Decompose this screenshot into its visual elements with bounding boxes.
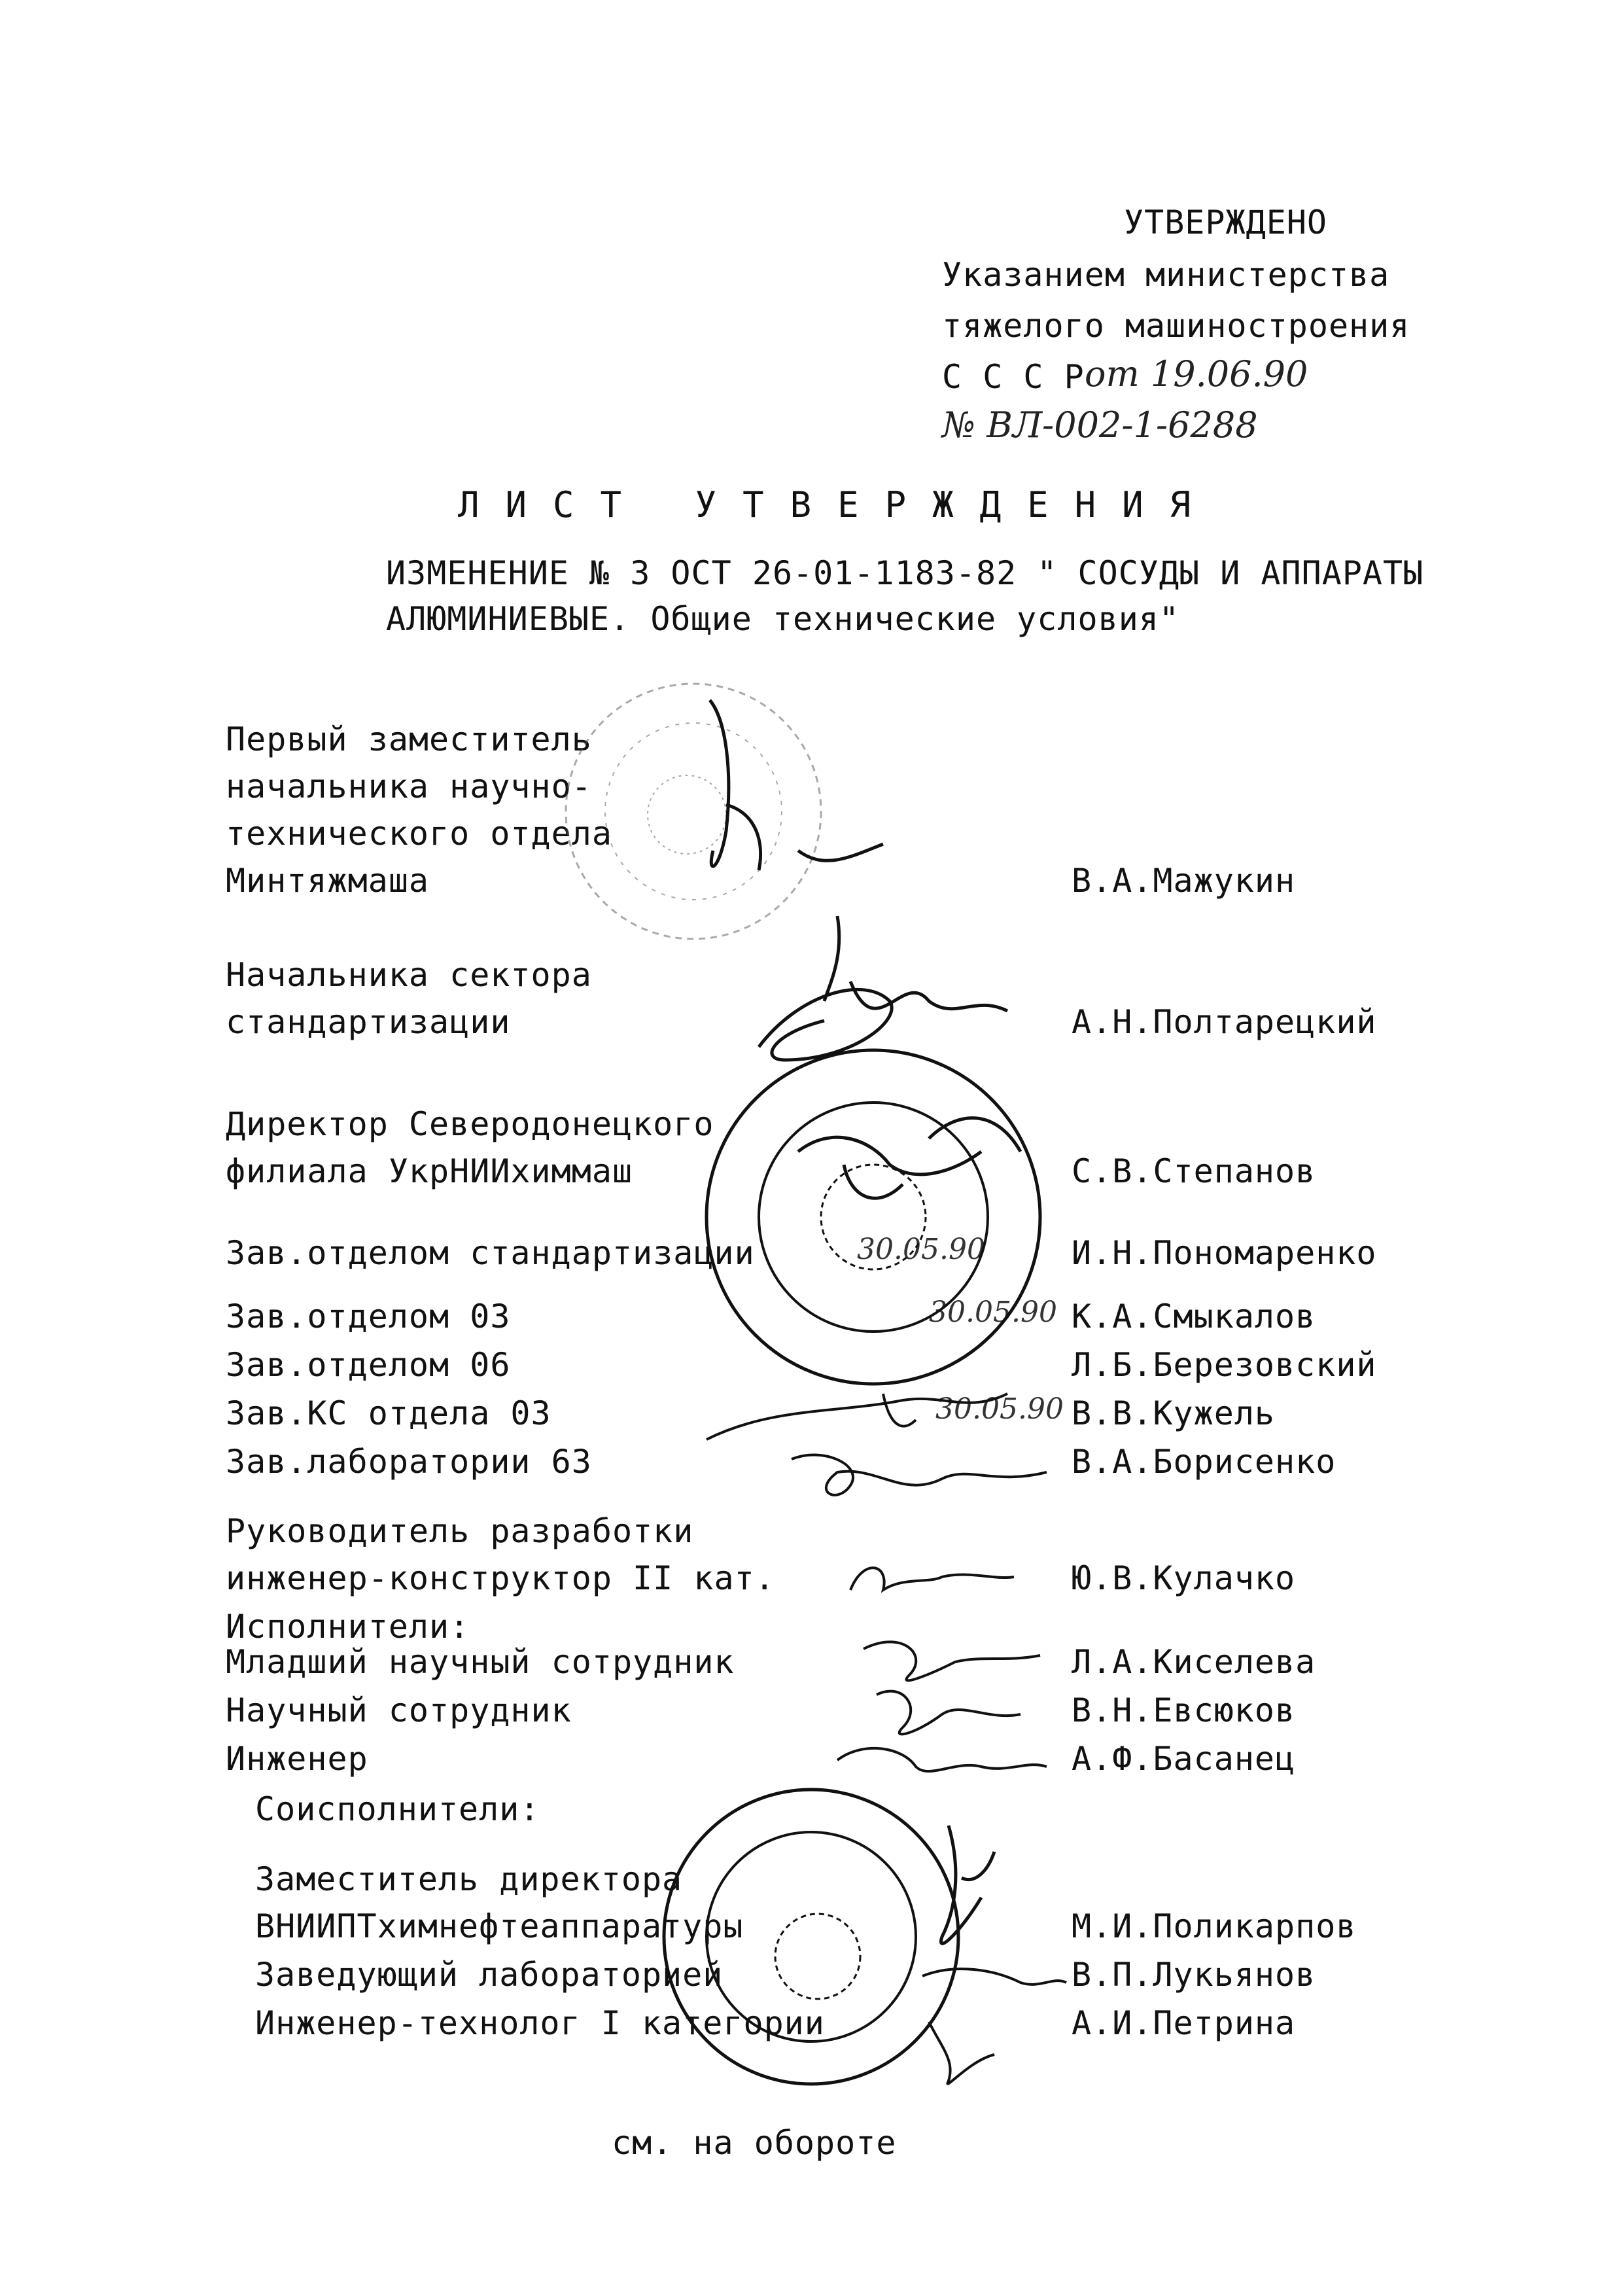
signatory-position: филиала УкрНИИхиммаш bbox=[226, 1152, 633, 1190]
signatory-position: Младший научный сотрудник bbox=[226, 1643, 735, 1681]
subject-line-2: АЛЮМИНИЕВЫЕ. Общие технические условия" bbox=[386, 600, 1179, 638]
signatory-row bbox=[0, 1642, 1623, 1688]
signatory-row bbox=[0, 1394, 1623, 1439]
approval-date-handwritten: от 19.06.90 bbox=[1085, 353, 1308, 395]
handwritten-date: 30.05.90 bbox=[857, 1233, 985, 1266]
signatory-position: Зав.лаборатории 63 bbox=[226, 1443, 592, 1481]
subject-line-1: ИЗМЕНЕНИЕ № 3 ОСТ 26-01-1183-82 " СОСУДЫ И АППАРАТЫ bbox=[386, 554, 1424, 592]
handwritten-date: 30.05.90 bbox=[929, 1296, 1057, 1329]
signatory-row bbox=[0, 1297, 1623, 1343]
signatory-name: И.Н.Пономаренко bbox=[1072, 1234, 1377, 1272]
section-label-text: Соисполнители: bbox=[255, 1790, 540, 1828]
signatory-name: М.И.Поликарпов bbox=[1072, 1907, 1357, 1945]
signatory-name: В.А.Борисенко bbox=[1072, 1443, 1336, 1481]
signatory-position: Руководитель разработки bbox=[226, 1512, 694, 1550]
signatory-row bbox=[0, 1511, 1623, 1603]
signatory-position: инженер-конструктор II кат. bbox=[226, 1559, 775, 1597]
signatory-position: стандартизации bbox=[226, 1003, 511, 1041]
signatory-position: технического отдела bbox=[226, 815, 612, 853]
signatory-position: Зав.КС отдела 03 bbox=[226, 1394, 551, 1432]
signatory-position: начальника научно- bbox=[226, 768, 592, 805]
signatory-row bbox=[0, 1345, 1623, 1391]
signatory-position: Заместитель директора bbox=[255, 1860, 683, 1898]
signatory-position: Инженер bbox=[226, 1740, 368, 1778]
signatory-name: В.Н.Евсюков bbox=[1072, 1691, 1296, 1729]
signatory-row bbox=[0, 1860, 1623, 1951]
signatory-position: Инженер-технолог I категории bbox=[255, 2004, 825, 2042]
signatory-name: А.И.Петрина bbox=[1072, 2004, 1296, 2042]
signatory-name: Ю.В.Кулачко bbox=[1072, 1559, 1296, 1597]
signatory-name: В.П.Лукьянов bbox=[1072, 1956, 1316, 1994]
signatory-name: Л.А.Киселева bbox=[1072, 1643, 1316, 1681]
signatory-position: Минтяжмаша bbox=[226, 862, 430, 900]
signatory-position: ВНИИПТхимнефтеаппаратуры bbox=[255, 1907, 744, 1945]
signatory-name: С.В.Степанов bbox=[1072, 1152, 1316, 1190]
signatory-row bbox=[0, 1442, 1623, 1488]
signatory-position: Зав.отделом 03 bbox=[226, 1298, 511, 1335]
signatory-position: Зав.отделом 06 bbox=[226, 1346, 511, 1384]
signatory-name: В.В.Кужель bbox=[1072, 1394, 1276, 1432]
signatory-row bbox=[0, 1233, 1623, 1279]
signatory-row bbox=[0, 1691, 1623, 1737]
approval-stamp: УТВЕРЖДЕНО bbox=[1124, 203, 1328, 241]
approval-line-2: тяжелого машиностроения bbox=[942, 307, 1410, 345]
signatory-position: Директор Северодонецкого bbox=[226, 1105, 714, 1143]
signatory-row bbox=[0, 1739, 1623, 1785]
footer-note: см. на обороте bbox=[612, 2124, 897, 2162]
section-label bbox=[0, 1790, 1623, 1835]
approval-line-3: С С С Р bbox=[942, 358, 1085, 396]
signatory-name: А.Ф.Басанец bbox=[1072, 1740, 1296, 1778]
signatory-name: К.А.Смыкалов bbox=[1072, 1298, 1316, 1335]
signatory-name: Л.Б.Березовский bbox=[1072, 1346, 1377, 1384]
signatory-position: Зав.отделом стандартизации bbox=[226, 1234, 755, 1272]
approval-line-1: Указанием министерства bbox=[942, 256, 1390, 294]
signatory-position: Заведующий лабораторией bbox=[255, 1956, 724, 1994]
signatory-position: Первый заместитель bbox=[226, 720, 592, 758]
signatory-row bbox=[0, 1955, 1623, 2001]
signatory-position: Научный сотрудник bbox=[226, 1691, 572, 1729]
signatory-row bbox=[0, 2004, 1623, 2049]
approval-number-handwritten: № ВЛ-002-1-6288 bbox=[942, 404, 1258, 446]
page-title: ЛИСТ УТВЕРЖДЕНИЯ bbox=[458, 484, 1217, 525]
section-label-text: Исполнители: bbox=[226, 1608, 470, 1646]
signatory-row bbox=[0, 1104, 1623, 1196]
signatory-position: Начальника сектора bbox=[226, 956, 592, 994]
signatory-row bbox=[0, 720, 1623, 903]
signatory-name: А.Н.Полтарецкий bbox=[1072, 1003, 1377, 1041]
signatory-name: В.А.Мажукин bbox=[1072, 862, 1296, 900]
handwritten-date: 30.05.90 bbox=[935, 1392, 1064, 1426]
signatory-row bbox=[0, 955, 1623, 1047]
